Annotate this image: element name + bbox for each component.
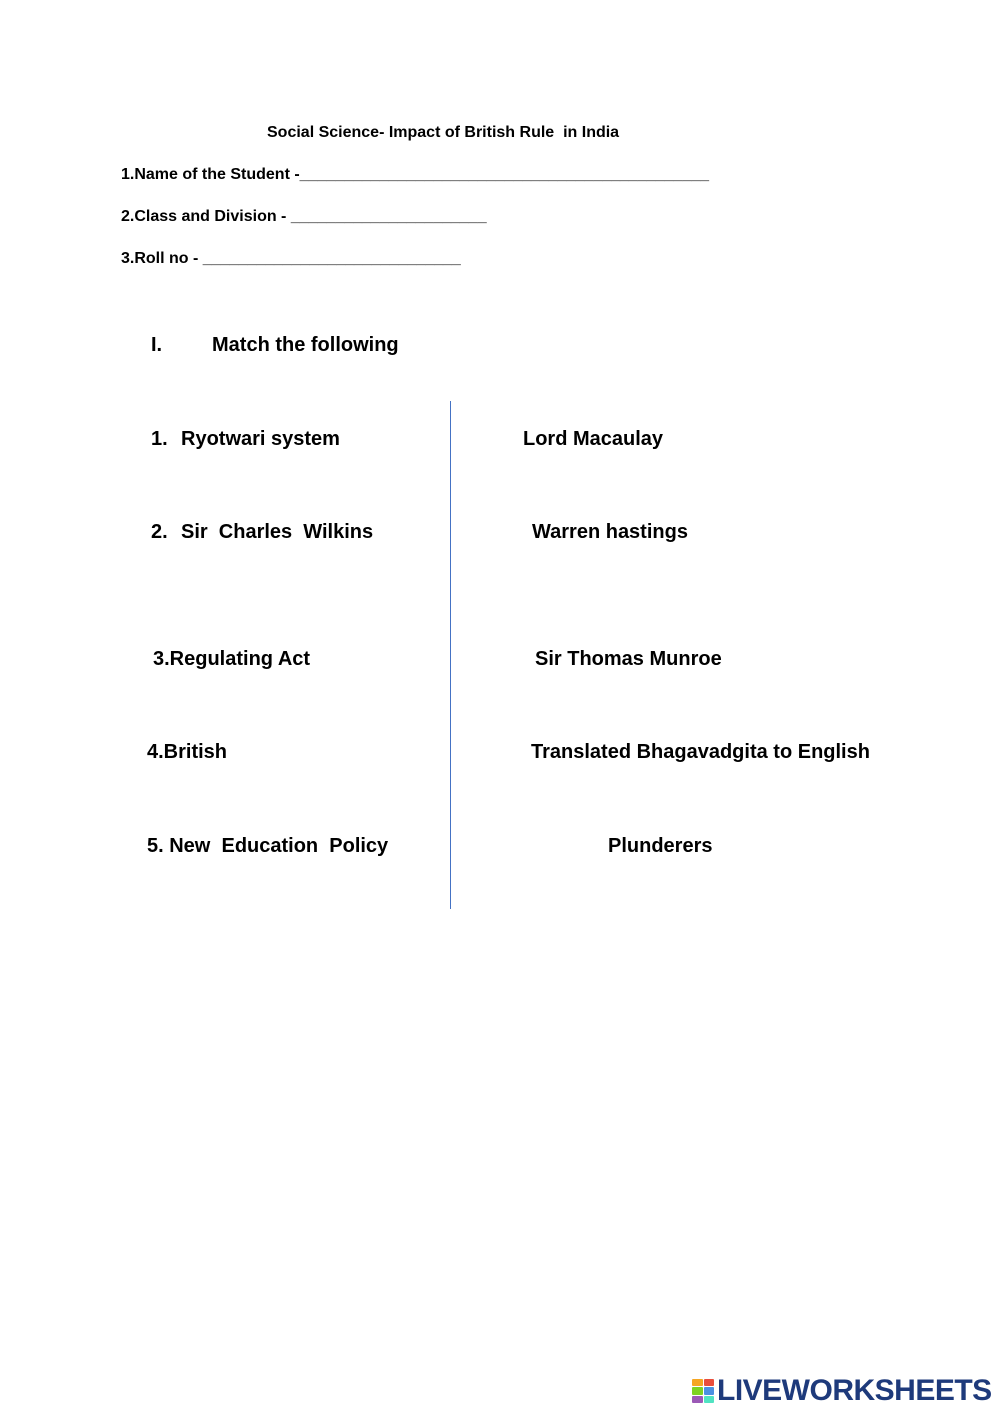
student-name-field: 1.Name of the Student -______________________________________________: [121, 166, 710, 183]
liveworksheets-logo: [692, 1376, 992, 1406]
class-division-field: 2.Class and Division - ______________________: [121, 208, 487, 225]
right-item-1: Lord Macaulay: [523, 428, 664, 450]
logo-text: LIVEWORKSHEETS: [717, 1374, 992, 1407]
section-number: I.: [151, 334, 163, 356]
column-divider: [450, 401, 451, 909]
right-item-2: Warren hastings: [532, 521, 688, 543]
left-item-3: 3.Regulating Act: [153, 648, 311, 670]
liveworksheets-logo-icon: [692, 1379, 714, 1403]
roll-no-field: 3.Roll no - _____________________________: [121, 250, 461, 267]
section-heading: Match the following: [212, 334, 399, 356]
left-item-1-number: 1.: [151, 428, 168, 450]
right-item-3: Sir Thomas Munroe: [535, 648, 722, 670]
left-item-4: 4.British: [147, 741, 228, 763]
left-item-1: Ryotwari system: [181, 428, 340, 450]
right-item-5: Plunderers: [608, 835, 713, 857]
left-item-5: 5. New Education Policy: [147, 835, 389, 857]
left-item-2: Sir Charles Wilkins: [181, 521, 374, 543]
worksheet-title: Social Science- Impact of British Rule in India: [267, 124, 620, 141]
right-item-4: Translated Bhagavadgita to English: [531, 741, 870, 763]
left-item-2-number: 2.: [151, 521, 168, 543]
